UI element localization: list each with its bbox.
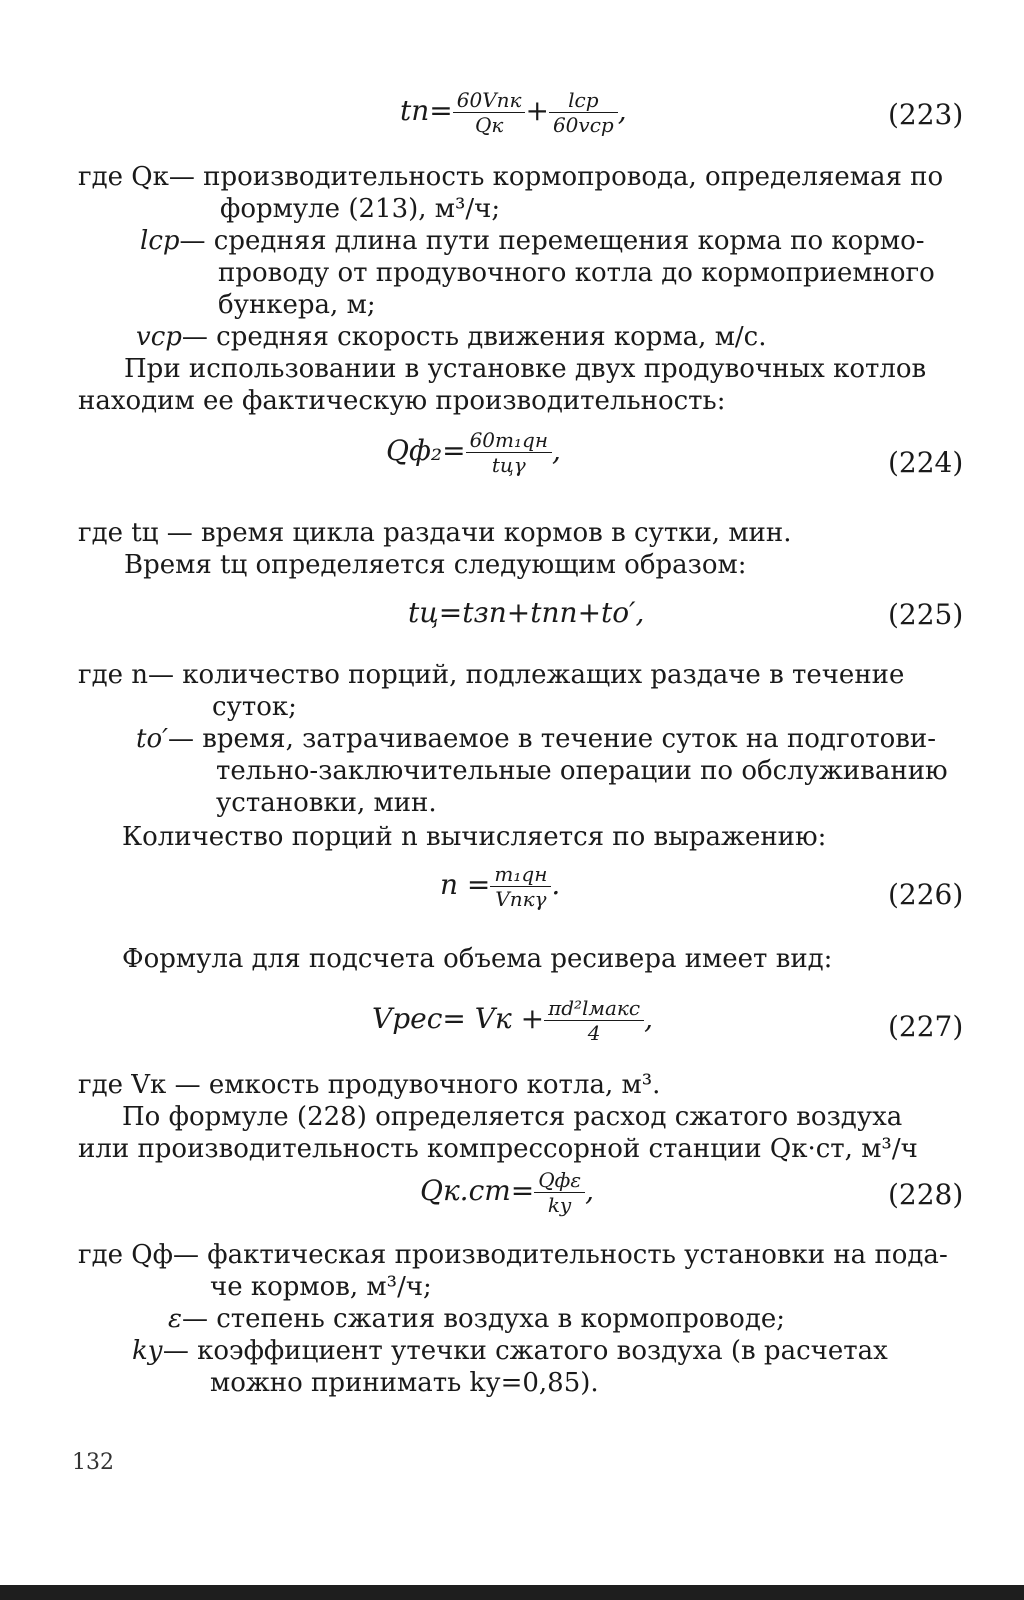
def-224: где tц — время цикла раздачи кормов в сутки, мин. — [78, 518, 792, 548]
def-228-line-3: ε— степень сжатия воздуха в кормопроводе; — [168, 1304, 785, 1334]
equation-227: Vрес= Vк + $\frac{\text{πd²lмакс}}{4}$ , — [372, 996, 653, 1045]
equation-number-224: (224) — [888, 446, 964, 479]
def-225-line-3: tо′— время, затрачиваемое в течение суток на подготови- — [136, 724, 937, 754]
def-223-line-2: формуле (213), м³/ч; — [220, 194, 501, 224]
page-number: 132 — [72, 1450, 114, 1475]
equation-number-228: (228) — [888, 1178, 964, 1211]
equation-223: tп= $\frac{\text{60Vпк}}{Qк}$ + $\frac{\text{lср}}{\text{60vср}}$ , — [400, 88, 627, 137]
def-227: где Vк — емкость продувочного котла, м³. — [78, 1070, 661, 1100]
equation-228: Qк.ст= $\frac{\text{Qфε}}{kу}$ , — [420, 1168, 594, 1217]
paragraph-2: Время tц определяется следующим образом: — [124, 550, 747, 580]
def-223-line-5: бункера, м; — [218, 290, 376, 320]
paragraph-3: Количество порций n вычисляется по выражению: — [122, 822, 827, 852]
def-223-line-4: проводу от продувочного котла до кормоприемного — [218, 258, 935, 288]
equation-number-223: (223) — [888, 98, 964, 131]
paragraph-4: Формула для подсчета объема ресивера имеет вид: — [122, 944, 833, 974]
equation-224: Qф₂= $\frac{\text{60m₁qн}}{\text{tцγ}}$ , — [386, 428, 561, 477]
def-225-line-2: суток; — [212, 692, 297, 722]
paragraph-1-line-1: При использовании в установке двух продувочных котлов — [124, 354, 927, 384]
def-225-line-4: тельно-заключительные операции по обслуживанию — [216, 756, 948, 786]
paragraph-5-line-2: или производительность компрессорной станции Qк·ст, м³/ч — [78, 1134, 918, 1164]
def-223-line-1: где Qк— производительность кормопровода, определяемая по — [78, 162, 944, 192]
def-228-line-5: можно принимать kу=0,85). — [210, 1368, 599, 1398]
equation-225: tц=tзn+tпn+tо′, — [408, 596, 645, 629]
def-225-line-5: установки, мин. — [216, 788, 437, 818]
def-228-line-4: kу— коэффициент утечки сжатого воздуха (в расчетах — [132, 1336, 888, 1366]
equation-number-227: (227) — [888, 1010, 964, 1043]
scan-edge-bar — [0, 1585, 1024, 1600]
paragraph-5-line-1: По формуле (228) определяется расход сжатого воздуха — [122, 1102, 903, 1132]
paragraph-1-line-2: находим ее фактическую производительность: — [78, 386, 726, 416]
def-223-line-3: lср— средняя длина пути перемещения корма по кормо- — [140, 226, 925, 256]
def-228-line-2: че кормов, м³/ч; — [210, 1272, 432, 1302]
equation-226: n = $\frac{\text{m₁qн}}{\text{Vпкγ}}$ . — [440, 862, 561, 911]
equation-number-225: (225) — [888, 598, 964, 631]
def-228-line-1: где Qф— фактическая производительность установки на пода- — [78, 1240, 948, 1270]
def-223-line-6: vср— средняя скорость движения корма, м/с. — [136, 322, 767, 352]
equation-number-226: (226) — [888, 878, 964, 911]
def-225-line-1: где n— количество порций, подлежащих раздаче в течение — [78, 660, 905, 690]
